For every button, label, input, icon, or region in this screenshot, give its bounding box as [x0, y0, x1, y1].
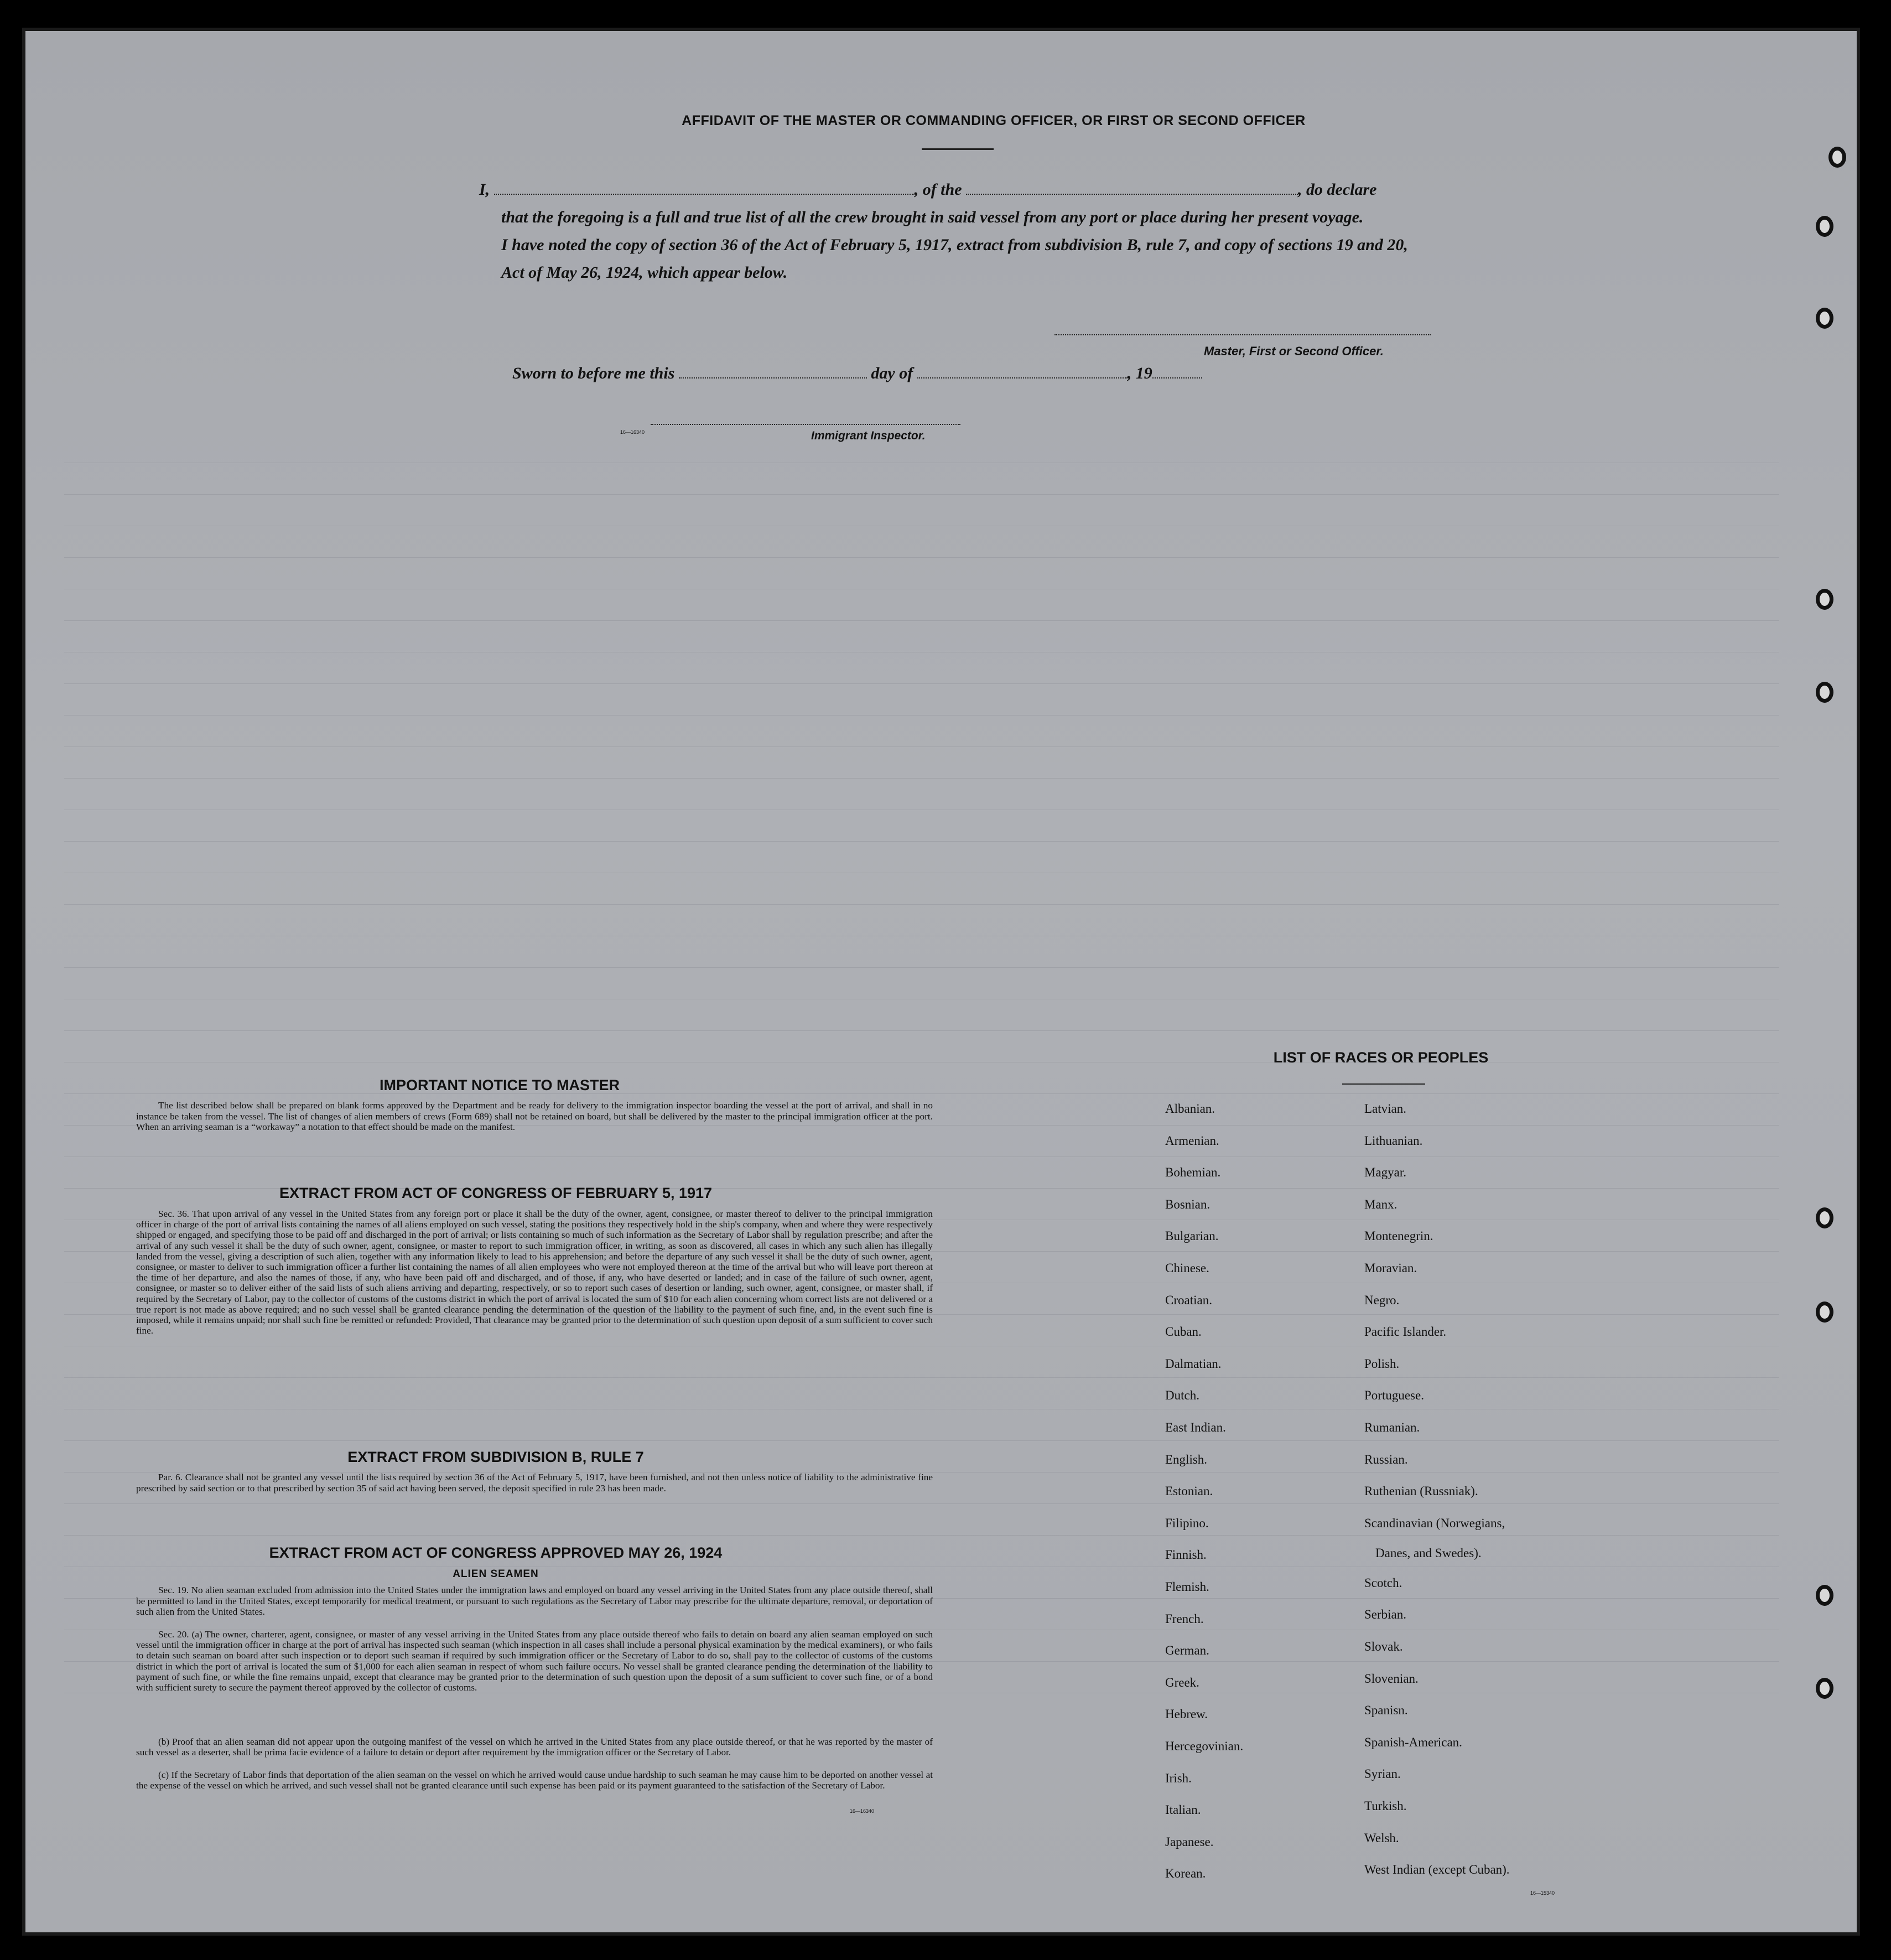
binder-hole [1816, 682, 1833, 703]
sworn-line [512, 364, 1202, 383]
race-item: Syrian. [1364, 1767, 1401, 1781]
race-item: Bosnian. [1165, 1197, 1211, 1211]
vessel-blank[interactable] [966, 194, 1298, 195]
race-item: West Indian (except Cuban). [1364, 1863, 1510, 1877]
binder-hole [1816, 1585, 1833, 1606]
race-item: English. [1165, 1452, 1208, 1466]
race-item: Lithuanian. [1364, 1133, 1423, 1148]
binder-hole [1816, 1207, 1833, 1228]
races-title: LIST OF RACES OR PEOPLES [1273, 1049, 1489, 1066]
race-item: Hercegovinian. [1165, 1739, 1244, 1753]
affidavit-line-2: that the foregoing is a full and true list of all the crew brought in said vessel from any port or place during her present voyage. [501, 208, 1364, 226]
ledger-line [64, 1377, 1779, 1378]
sworn-month-blank[interactable] [917, 377, 1128, 378]
binder-hole [1816, 216, 1833, 237]
race-item: Rumanian. [1364, 1420, 1420, 1434]
race-item: Serbian. [1364, 1608, 1407, 1622]
affidavit-line-4: Act of May 26, 1924, which appear below. [501, 263, 788, 282]
ledger-line [64, 494, 1779, 495]
race-item: Manx. [1364, 1197, 1398, 1211]
signature-label: Master, First or Second Officer. [1204, 344, 1384, 358]
race-item: Magyar. [1364, 1165, 1407, 1180]
ledger-line [64, 557, 1779, 558]
binder-hole [1816, 308, 1833, 329]
ledger-line [64, 1503, 1779, 1504]
affidavit-declare: , do declare [1298, 180, 1377, 199]
name-blank[interactable] [494, 194, 915, 195]
race-item: Bohemian. [1165, 1165, 1221, 1180]
manifest-sheet [22, 28, 1860, 1936]
affidavit-line-1 [479, 180, 1376, 199]
sworn-year-blank[interactable] [1152, 377, 1202, 378]
race-item: French. [1165, 1611, 1204, 1626]
race-item: Chinese. [1165, 1261, 1209, 1275]
race-item: Filipino. [1165, 1516, 1209, 1530]
race-item: Dalmatian. [1165, 1356, 1222, 1371]
ledger-line [64, 620, 1779, 621]
sworn-year-label: , 19 [1127, 364, 1152, 382]
race-item: Slovenian. [1364, 1671, 1419, 1686]
notice-title: IMPORTANT NOTICE TO MASTER [380, 1077, 620, 1093]
race-item: Greek. [1165, 1675, 1199, 1689]
binder-hole [1816, 589, 1833, 610]
inspector-label: Immigrant Inspector. [811, 429, 926, 442]
race-item: Welsh. [1364, 1831, 1399, 1845]
race-item: Spanish-American. [1364, 1735, 1462, 1749]
race-item: Armenian. [1165, 1133, 1219, 1148]
title-rule [922, 148, 994, 150]
races-form-code: 16—15340 [1530, 1890, 1555, 1896]
affidavit-of-the: , of the [914, 180, 962, 199]
race-item: German. [1165, 1643, 1209, 1658]
extract-1924-title: EXTRACT FROM ACT OF CONGRESS APPROVED MAY 26, 1924 [269, 1544, 723, 1561]
ledger-line [64, 967, 1779, 968]
race-item: Korean. [1165, 1866, 1206, 1881]
race-item: Flemish. [1165, 1580, 1209, 1594]
inspector-blank[interactable] [651, 424, 960, 425]
notice-text: The list described below shall be prepared on blank forms approved by the Department and be ready for delivery to the immigration inspector boarding the vessel at the port of arrival, and shall in no instance be taken from the vessel. The list of changes of alien members of crews (Form 689) shall not be retained on board, but shall be delivered by the master to the principal immigration officer at the port. When an arriving seaman is a “workaway” a notation to that effect should be made on the manifest. [136, 1100, 933, 1132]
ledger-line [64, 746, 1779, 747]
race-item: Pacific Islander. [1364, 1325, 1447, 1339]
ledger-line [64, 841, 1779, 842]
race-item: Negro. [1364, 1293, 1400, 1307]
extract-1917-title: EXTRACT FROM ACT OF CONGRESS OF FEBRUARY 5, 1917 [279, 1185, 713, 1201]
races-title-rule [1342, 1083, 1425, 1085]
affidavit-form-code: 16—16340 [620, 429, 645, 435]
ledger-line [64, 778, 1779, 779]
ledger-line [64, 1093, 1779, 1094]
affidavit-title: AFFIDAVIT OF THE MASTER OR COMMANDING OFFICER, OR FIRST OR SECOND OFFICER [682, 113, 1306, 128]
race-item: Montenegrin. [1364, 1229, 1433, 1243]
race-item: Croatian. [1165, 1293, 1212, 1307]
race-item: Finnish. [1165, 1548, 1207, 1562]
race-item: Dutch. [1165, 1388, 1199, 1403]
race-item: Estonian. [1165, 1484, 1213, 1498]
sec20b-text: (b) Proof that an alien seaman did not appear upon the outgoing manifest of the vessel on which he arrived in the United States from any place outside thereof, or that he was reported by the master of such vessel as a deserter, shall be prima facie evidence of a failure to detain or deport after requirement by the immigration officer or the Secretary of Labor. [136, 1736, 933, 1758]
race-item: Irish. [1165, 1771, 1192, 1785]
race-item: Ruthenian (Russniak). [1364, 1484, 1478, 1498]
extract-form-code: 16—16340 [850, 1808, 875, 1814]
race-item: Scandinavian (Norwegians, [1364, 1516, 1505, 1530]
race-item: Slovak. [1364, 1640, 1403, 1653]
race-item: Moravian. [1364, 1261, 1417, 1275]
ledger-line [64, 683, 1779, 684]
rule7-text: Par. 6. Clearance shall not be granted any vessel until the lists required by section 36 of the Act of February 5, 1917, have been furnished, and not then unless notice of liability to the administrative fine prescribed by said section or to that prescribed by section 35 of said act having been served, the deposit specified in rule 23 has been made. [136, 1472, 933, 1494]
race-item: East Indian. [1165, 1420, 1226, 1434]
sec19-text: Sec. 19. No alien seaman excluded from admission into the United States under the immigration laws and employed on board any vessel arriving in the United States from any place outside thereof, shall be permitted to land in the United States, except temporarily for medical treatment, or pursuant to such regulations as the Secretary of Labor may prescribe for the ultimate departure, removal, or deportation of such alien from the United States. [136, 1585, 933, 1617]
sec20c-text: (c) If the Secretary of Labor finds that deportation of the alien seaman on the vessel on which he arrived would cause undue hardship to such seaman he may cause him to be deported on another vessel at the expense of the vessel on which he arrived, and such vessel shall not be granted clearance until such expense has been paid or its payment guaranteed to the satisfaction of the Secretary of Labor. [136, 1770, 933, 1791]
extract-1917-text: Sec. 36. That upon arrival of any vessel in the United States from any foreign port or place it shall be the duty of the owner, agent, consignee, or master thereof to deliver to the principal immigration officer in charge of the port of arrival lists containing the names of all aliens employed on such vessel, stating the positions they respectively hold in the ship's company, when and where they were respectively shipped or engaged, and specifying those to be paid off and discharged in the port of arrival; or lists containing so much of such information as the Secretary of Labor shall by regulation prescribe; and after the arrival of any such vessel it shall be the duty of such owner, agent, consignee, or master to report to such immigration officer, in writing, as soon as discovered, all cases in which any such alien has illegally landed from the vessel, giving a description of such alien, together with any information likely to lead to his apprehension; and before the departure of any such vessel it shall be the duty of such owner, agent, consignee, or master to deliver to such immigration officer a further list containing the names of all alien employees who were not employed thereon at the time of the arrival but who will leave port thereon at the time of her departure, and also the names of those, if any, who have been paid off and discharged, and of those, if any, who have deserted or landed; and in case of the failure of such owner, agent, consignee, or master so to deliver either of the said lists of such aliens arriving and departing, respectively, or so to report such cases of desertion or landing, such owner, agent, consignee, or master shall, if required by the Secretary of Labor, pay to the collector of customs of the customs district in which the port of arrival is located the sum of $10 for each alien concerning whom correct lists are not delivered or a true report is not made as above required; and no such vessel shall be granted clearance pending the determination of the question of the liability to the payment of such fine, and, in the event such fine is imposed, while it remains unpaid; nor shall such fine be remitted or refunded: Provided, That clearance may be granted prior to the determination of such question upon deposit of a sum sufficient to cover such fine. [136, 1209, 933, 1336]
sec20a-text: Sec. 20. (a) The owner, charterer, agent, consignee, or master of any vessel arriving in the United States from any place outside thereof who fails to detain on board any alien seaman employed on such vessel until the immigration officer in charge at the port of arrival has inspected such seaman (which inspection in all cases shall include a personal physical examination by the medical examiners), or who fails to detain such seaman on board after such inspection or to deport such seaman if required by such immigration officer or the Secretary of Labor to do so, shall pay to the collector of customs of the customs district in which the port of arrival is located the sum of $1,000 for each alien seaman in respect of whom such failure occurs. No vessel shall be granted clearance pending the determination of the liability to payment of such fine, or while the fine remains unpaid, except that clearance may be granted prior to the determination of such question upon the deposit of a sum sufficient to cover such fine, or of a bond with sufficient surety to secure the payment thereof approved by the collector of customs. [136, 1629, 933, 1693]
race-item: Bulgarian. [1165, 1229, 1219, 1243]
race-item: Scotch. [1364, 1575, 1402, 1590]
alien-seamen-subtitle: ALIEN SEAMEN [453, 1568, 539, 1580]
binder-hole [1816, 1678, 1833, 1699]
sworn-day-blank[interactable] [679, 377, 867, 378]
ledger-line [64, 904, 1779, 905]
race-item: Russian. [1364, 1452, 1408, 1466]
sworn-prefix: Sworn to before me this [512, 364, 675, 382]
rule7-title: EXTRACT FROM SUBDIVISION B, RULE 7 [347, 1449, 644, 1465]
binder-hole [1828, 147, 1846, 168]
signature-blank[interactable] [1054, 334, 1431, 335]
race-item: Hebrew. [1165, 1707, 1208, 1722]
ledger-line [64, 1030, 1779, 1031]
race-item: Italian. [1165, 1803, 1201, 1817]
ledger-line [64, 1535, 1779, 1536]
race-item: Latvian. [1364, 1102, 1406, 1116]
race-item: Turkish. [1364, 1799, 1407, 1813]
sworn-day-label: day of [871, 364, 913, 382]
affidavit-line-3: I have noted the copy of section 36 of the Act of February 5, 1917, extract from subdivision B, rule 7, and copy of sections 19 and 20, [501, 236, 1408, 254]
binder-hole [1816, 1302, 1833, 1323]
ledger-line [64, 1440, 1779, 1441]
race-item: Spanisn. [1364, 1703, 1408, 1718]
race-item: Cuban. [1165, 1325, 1202, 1339]
affidavit-i: I, [479, 180, 490, 199]
race-item: Polish. [1364, 1356, 1400, 1371]
race-item: Albanian. [1165, 1102, 1215, 1116]
race-item: Japanese. [1165, 1834, 1214, 1849]
race-scandinavian-cont: Danes, and Swedes). [1375, 1546, 1482, 1560]
race-item: Portuguese. [1364, 1388, 1424, 1403]
